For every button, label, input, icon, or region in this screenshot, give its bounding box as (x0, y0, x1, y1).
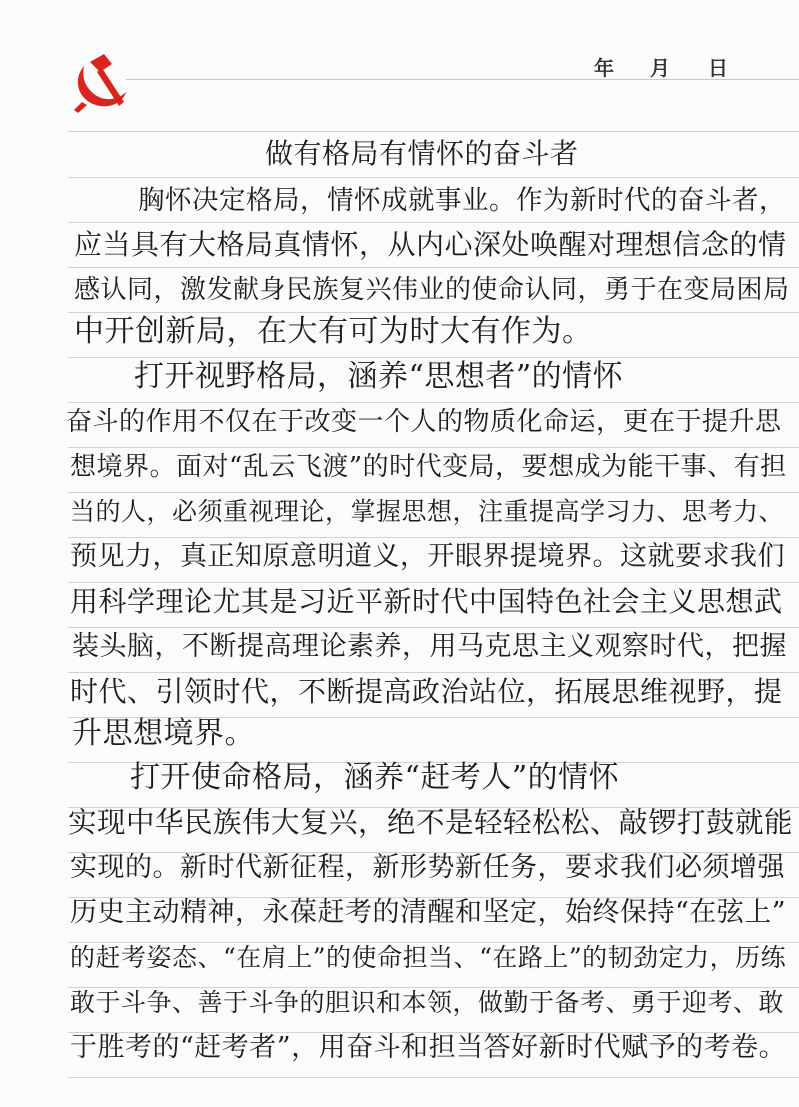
essay-line: 中开创新局，在大有可为时大有作为。 (74, 314, 593, 349)
essay-line: 装头脑，不断提高理论素养，用马克思主义观察时代，把握 (72, 631, 787, 662)
essay-line: 想境界。面对“乱云飞渡”的时代变局，要想成为能干事、有担 (70, 452, 787, 482)
header-rule (126, 79, 799, 80)
essay-line: 预见力，真正知原意明道义，开眼界提境界。这就要求我们 (70, 541, 785, 572)
essay-line: 胸怀决定格局，情怀成就事业。作为新时代的奋斗者， (138, 185, 786, 216)
essay-line: 感认同，激发献身民族复兴伟业的使命认同，勇于在变局困局 (74, 275, 790, 305)
rule-line (68, 222, 799, 223)
essay-line: 历史主动精神，永葆赶考的清醒和坚定，始终保持“在弦上” (70, 897, 787, 928)
rule-line (68, 177, 799, 178)
date-year-label: 年 (594, 56, 614, 80)
essay-line: 实现的。新时代新征程，新形势新任务，要求我们必须增强 (70, 852, 785, 883)
essay-line: 时代、引领时代，不断提高政治站位，拓展思维视野，提 (70, 675, 783, 708)
essay-line: 用科学理论尤其是习近平新时代中国特色社会主义思想武 (70, 585, 783, 618)
date-month-label: 月 (650, 56, 670, 80)
date-header (590, 52, 740, 78)
rule-line (68, 1077, 799, 1078)
essay-line: 升思想境界。 (72, 716, 255, 751)
rule-line (68, 267, 799, 268)
section-heading: 打开视野格局，涵养“思想者”的情怀 (134, 359, 624, 394)
essay-line: 奋斗的作用不仅在于改变一个人的物质化命运，更在于提升思 (66, 407, 782, 437)
hammer-sickle-icon (70, 52, 132, 114)
essay-line: 应当具有大格局真情怀，从内心深处唤醒对理想信念的情 (74, 228, 787, 261)
essay-line: 实现中华民族伟大复兴，绝不是轻轻松松、敲锣打鼓就能 (68, 806, 794, 839)
essay-line: 当的人，必须重视理论，掌握思想，注重提高学习力、思考力、 (70, 497, 785, 526)
rule-line (68, 131, 799, 132)
section-heading: 打开使命格局，涵养“赶考人”的情怀 (130, 760, 620, 795)
essay-line: 敢于斗争、善于斗争的胆识和本领，做勤于备考、勇于迎考、敢 (70, 988, 785, 1017)
essay-title: 做有格局有情怀的奋斗者 (265, 137, 579, 170)
essay-line: 于胜考的“赶考者”，用奋斗和担当答好新时代赋予的考卷。 (70, 1032, 787, 1063)
essay-line: 的赶考姿态、“在肩上”的使命担当、“在路上”的韧劲定力，历练 (70, 943, 787, 972)
date-day-label: 日 (708, 56, 728, 80)
